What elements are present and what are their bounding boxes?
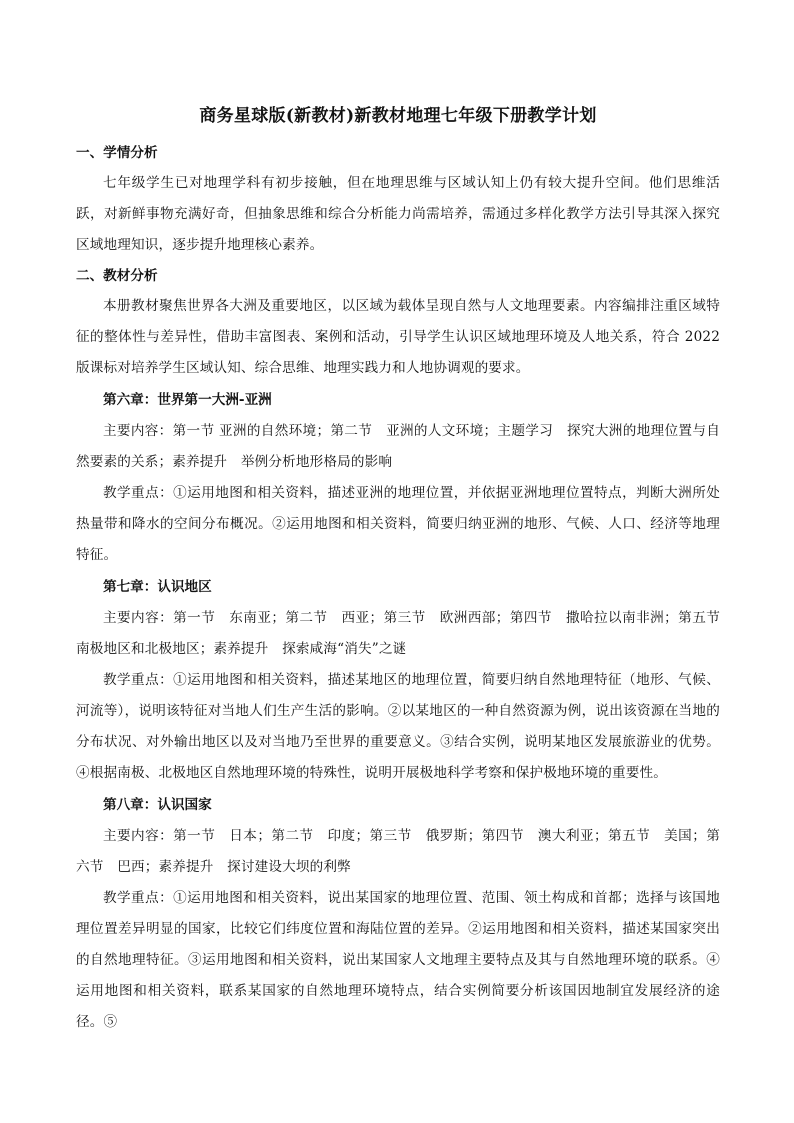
chapter-heading-8: 第八章：认识国家 [103, 797, 212, 813]
chapter-8-focus: 教学重点：①运用地图和相关资料，说出某国家的地理位置、范围、领土构成和首都；选择与该国地理位置差异明显的国家，比较它们纬度位置和海陆位置的差异。②运用地图和相关资料，描述某国家突出的自然地理特征。③运用地图和相关资料，说出某国家人文地理主要特点及其与自然地理环境的联系。④运用地图和相关资料，联系某国家的自然地理环境特点，结合实例简要分析该国因地制宜发展经济的途径。⑤ [76, 890, 720, 1030]
section-heading-learning: 一、学情分析 [76, 145, 158, 161]
document-page [76, 102, 734, 1038]
section-heading-textbook: 二、教材分析 [76, 268, 158, 284]
textbook-analysis-paragraph: 本册教材聚焦世界各大洲及重要地区，以区域为载体呈现自然与人文地理要素。内容编排注重区域特征的整体性与差异性，借助丰富图表、案例和活动，引导学生认识区域地理环境及人地关系，符合 2022 版课标对培养学生区域认知、综合思维、地理实践力和人地协调观的要求。 [76, 298, 720, 376]
chapter-7-content: 主要内容：第一节 东南亚；第二节 西亚；第三节 欧洲西部；第四节 撒哈拉以南非洲；第五节 南极地区和北极地区；素养提升 探索咸海“消失”之谜 [76, 610, 734, 657]
chapter-6-content: 主要内容：第一节 亚洲的自然环境；第二节 亚洲的人文环境；主题学习 探究大洲的地理位置与自然要素的关系；素养提升 举例分析地形格局的影响 [76, 423, 720, 470]
chapter-6-focus: 教学重点：①运用地图和相关资料，描述亚洲的地理位置，并依据亚洲地理位置特点，判断大洲所处热量带和降水的空间分布概况。②运用地图和相关资料，简要归纳亚洲的地形、气候、人口、经济等地理特征。 [76, 485, 720, 563]
chapter-heading-6: 第六章：世界第一大洲-亚洲 [103, 392, 272, 408]
chapter-7-focus: 教学重点：①运用地图和相关资料，描述某地区的地理位置，简要归纳自然地理特征（地形、气候、河流等），说明该特征对当地人们生产生活的影响。②以某地区的一种自然资源为例，说出该资源在当地的分布状况、对外输出地区以及对当地乃至世界的重要意义。③结合实例，说明某地区发展旅游业的优势。④根据南极、北极地区自然地理环境的特殊性，说明开展极地科学考察和保护极地环境的重要性。 [76, 672, 720, 781]
chapter-8-content: 主要内容：第一节 日本；第二节 印度；第三节 俄罗斯；第四节 澳大利亚；第五节 美国；第六节 巴西；素养提升 探讨建设大坝的利弊 [76, 828, 720, 875]
page-title: 商务星球版(新教材)新教材地理七年级下册教学计划 [199, 106, 597, 126]
learning-analysis-paragraph: 七年级学生已对地理学科有初步接触，但在地理思维与区域认知上仍有较大提升空间。他们思维活跃，对新鲜事物充满好奇，但抽象思维和综合分析能力尚需培养，需通过多样化教学方法引导其深入探究区域地理知识，逐步提升地理核心素养。 [76, 175, 720, 253]
chapter-heading-7: 第七章：认识地区 [103, 579, 212, 595]
